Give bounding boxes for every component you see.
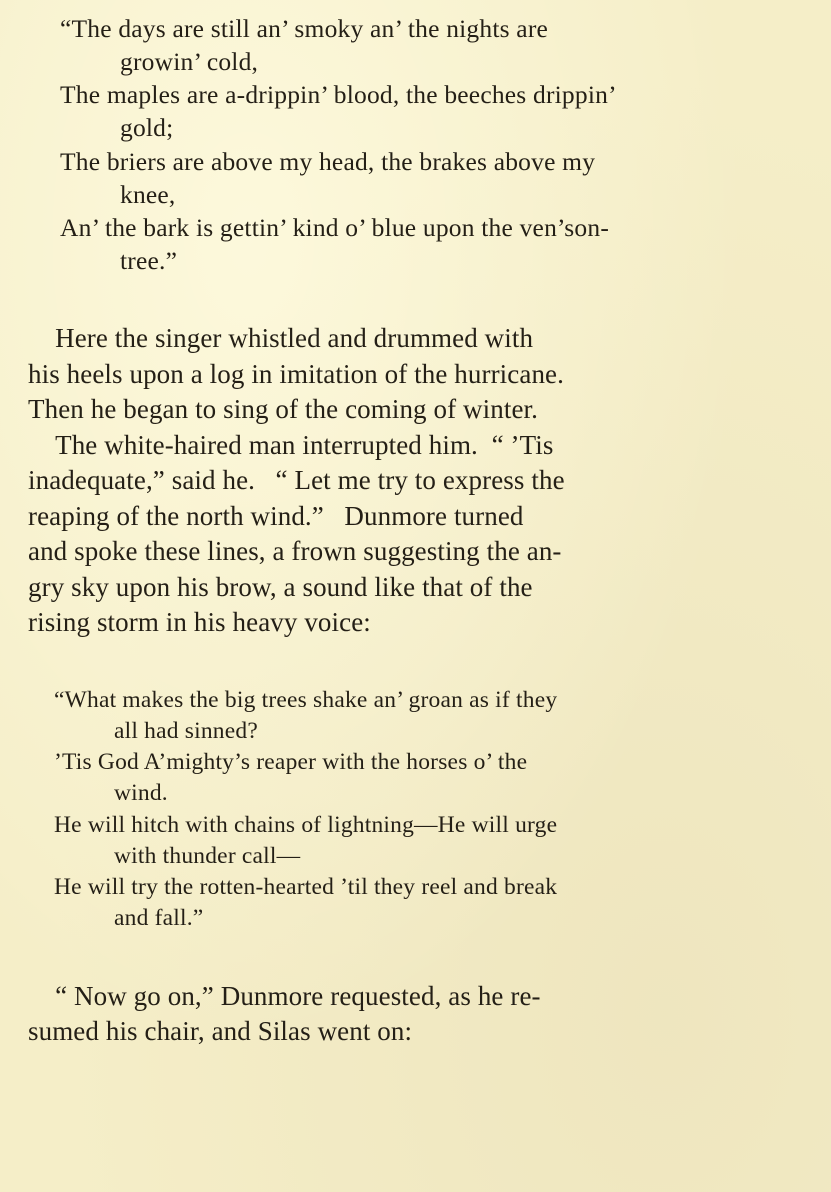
poem-line: growin’ cold, bbox=[120, 47, 259, 77]
prose-line: Then he began to sing of the coming of winter. bbox=[28, 394, 538, 425]
prose-line: inadequate,” said he. “ Let me try to express the bbox=[28, 465, 565, 496]
poem-line: all had sinned? bbox=[114, 717, 258, 744]
poem-line: with thunder call— bbox=[114, 842, 301, 869]
poem-stanza-two bbox=[28, 685, 797, 935]
paragraph-one bbox=[28, 321, 797, 428]
poem-line: tree.” bbox=[120, 245, 178, 275]
poem-line: “The days are still an’ smoky an’ the nights are bbox=[60, 14, 549, 43]
poem-line: An’ the bark is gettin’ kind o’ blue upon the ven’son- bbox=[60, 212, 610, 242]
spacer bbox=[28, 641, 797, 685]
prose-line: Here the singer whistled and drummed with bbox=[28, 323, 534, 354]
prose-line: rising storm in his heavy voice: bbox=[28, 607, 371, 638]
prose-line: sumed his chair, and Silas went on: bbox=[28, 1016, 413, 1047]
spacer bbox=[28, 935, 797, 979]
poem-line: The maples are a-drippin’ blood, the beeches drippin’ bbox=[60, 80, 617, 110]
poem-line: wind. bbox=[114, 780, 168, 807]
poem-line: knee, bbox=[120, 179, 176, 209]
prose-line: his heels upon a log in imitation of the hurricane. bbox=[28, 358, 564, 389]
poem-line: “What makes the big trees shake an’ groan as if they bbox=[54, 686, 558, 713]
spacer bbox=[28, 277, 797, 321]
prose-line: “ Now go on,” Dunmore requested, as he re- bbox=[28, 980, 541, 1011]
prose-line: The white-haired man interrupted him. “ ’Tis bbox=[28, 429, 554, 460]
paragraph-three bbox=[28, 979, 797, 1050]
prose-line: gry sky upon his brow, a sound like that of the bbox=[28, 571, 533, 602]
poem-line: He will hitch with chains of lightning—He will urge bbox=[54, 811, 558, 838]
poem-line: ’Tis God A’mighty’s reaper with the horses o’ the bbox=[54, 749, 528, 776]
poem-line: gold; bbox=[120, 113, 174, 143]
paragraph-two bbox=[28, 428, 797, 641]
poem-line: and fall.” bbox=[114, 905, 204, 932]
prose-line: and spoke these lines, a frown suggesting the an- bbox=[28, 536, 562, 567]
poem-line: He will try the rotten-hearted ’til they reel and break bbox=[54, 874, 558, 901]
poem-line: The briers are above my head, the brakes above my bbox=[60, 146, 596, 176]
prose-line: reaping of the north wind.” Dunmore turned bbox=[28, 500, 524, 531]
poem-stanza-one bbox=[28, 12, 797, 277]
